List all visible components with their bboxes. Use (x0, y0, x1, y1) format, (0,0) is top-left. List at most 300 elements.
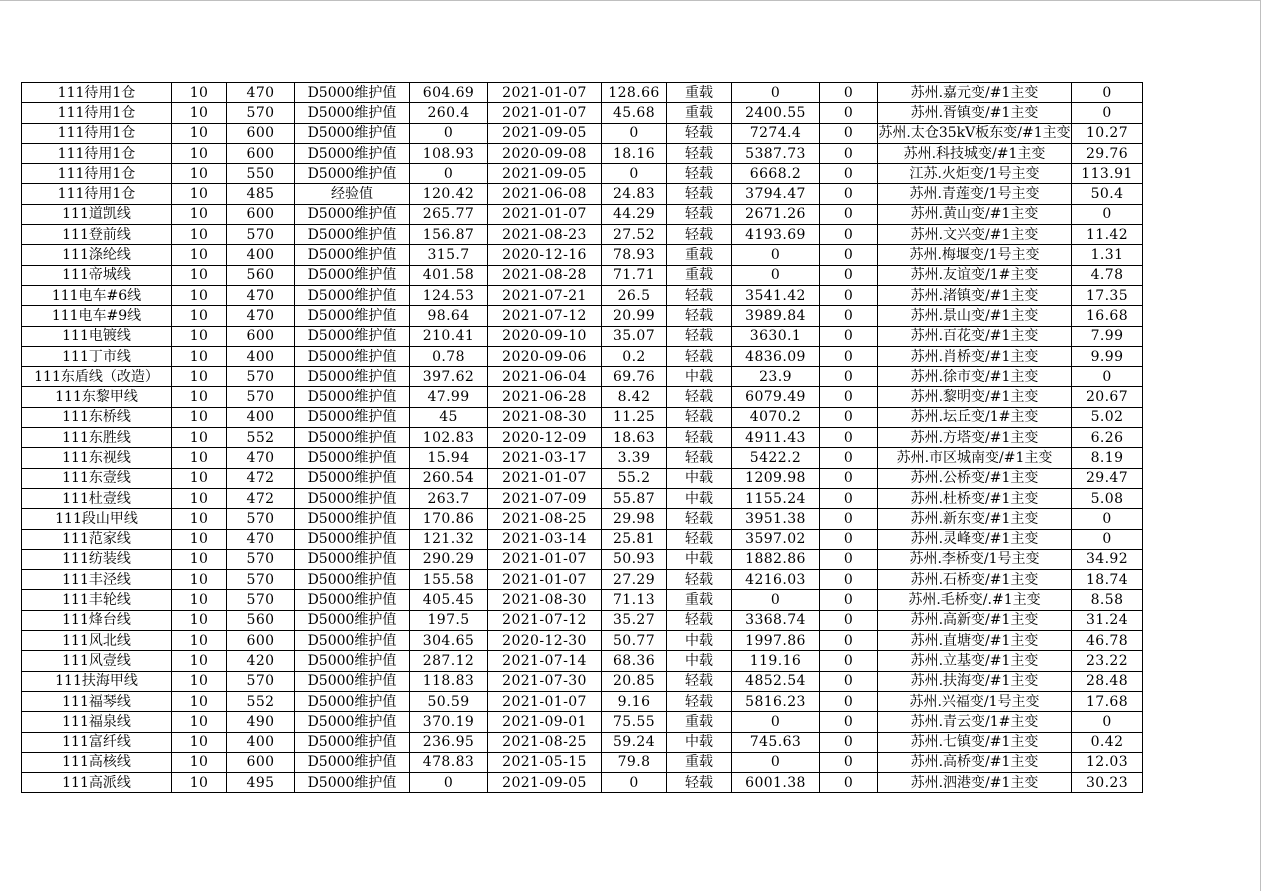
limit-cell: 472 (227, 468, 295, 488)
max-current-cell: 50.59 (410, 691, 488, 711)
voltage-cell: 10 (172, 712, 227, 732)
overload-count-cell: 0 (820, 488, 878, 508)
load-status-cell: 中载 (667, 651, 732, 671)
limit-cell: 560 (227, 265, 295, 285)
table-row (22, 346, 1143, 366)
overload-count-cell: 0 (820, 752, 878, 772)
limit-cell: 570 (227, 509, 295, 529)
load-status-cell: 轻载 (667, 285, 732, 305)
limit-source-cell: D5000维护值 (295, 428, 410, 448)
voltage-cell: 10 (172, 143, 227, 163)
load-rate-cell: 8.42 (602, 387, 667, 407)
max-current-cell: 118.83 (410, 671, 488, 691)
transformer-cell: 苏州.市区城南变/#1主变 (878, 448, 1072, 468)
transformer-cell: 苏州.公桥变/#1主变 (878, 468, 1072, 488)
table-row (22, 488, 1143, 508)
transformer-load-cell: 29.76 (1072, 143, 1143, 163)
max-current-cell: 0 (410, 773, 488, 793)
line-name-cell: 111丁市线 (22, 346, 172, 366)
transformer-load-cell: 0 (1072, 204, 1143, 224)
overload-count-cell: 0 (820, 265, 878, 285)
load-status-cell: 轻载 (667, 143, 732, 163)
date-cell: 2021-09-05 (488, 123, 602, 143)
date-cell: 2021-09-01 (488, 712, 602, 732)
remaining-capacity-cell: 4193.69 (732, 225, 820, 245)
overload-count-cell: 0 (820, 549, 878, 569)
remaining-capacity-cell: 0 (732, 83, 820, 103)
limit-cell: 570 (227, 367, 295, 387)
transformer-load-cell: 0 (1072, 529, 1143, 549)
voltage-cell: 10 (172, 285, 227, 305)
max-current-cell: 401.58 (410, 265, 488, 285)
date-cell: 2021-09-05 (488, 164, 602, 184)
transformer-cell: 苏州.百花变/#1主变 (878, 326, 1072, 346)
line-name-cell: 111待用1仓 (22, 164, 172, 184)
transformer-cell: 苏州.青云变/1#主变 (878, 712, 1072, 732)
max-current-cell: 290.29 (410, 549, 488, 569)
limit-source-cell: D5000维护值 (295, 387, 410, 407)
remaining-capacity-cell: 4852.54 (732, 671, 820, 691)
transformer-cell: 苏州.胥镇变/#1主变 (878, 103, 1072, 123)
load-rate-cell: 55.2 (602, 468, 667, 488)
table-row (22, 651, 1143, 671)
load-status-cell: 重载 (667, 83, 732, 103)
max-current-cell: 0 (410, 164, 488, 184)
date-cell: 2021-06-28 (488, 387, 602, 407)
limit-source-cell: D5000维护值 (295, 468, 410, 488)
voltage-cell: 10 (172, 570, 227, 590)
date-cell: 2021-01-07 (488, 468, 602, 488)
transformer-cell: 苏州.黎明变/#1主变 (878, 387, 1072, 407)
load-rate-cell: 0 (602, 123, 667, 143)
overload-count-cell: 0 (820, 123, 878, 143)
load-status-cell: 轻载 (667, 691, 732, 711)
load-status-cell: 中载 (667, 549, 732, 569)
max-current-cell: 108.93 (410, 143, 488, 163)
load-status-cell: 重载 (667, 712, 732, 732)
load-rate-cell: 0 (602, 164, 667, 184)
voltage-cell: 10 (172, 448, 227, 468)
transformer-cell: 苏州.泗港变/#1主变 (878, 773, 1072, 793)
limit-source-cell: D5000维护值 (295, 367, 410, 387)
voltage-cell: 10 (172, 265, 227, 285)
limit-cell: 470 (227, 83, 295, 103)
max-current-cell: 263.7 (410, 488, 488, 508)
transformer-cell: 苏州.太仓35kV板东变/#1主变 (878, 123, 1072, 143)
line-name-cell: 111待用1仓 (22, 143, 172, 163)
transformer-cell: 苏州.方塔变/#1主变 (878, 428, 1072, 448)
table-row (22, 123, 1143, 143)
table-row (22, 529, 1143, 549)
limit-cell: 570 (227, 590, 295, 610)
load-rate-cell: 68.36 (602, 651, 667, 671)
table-row (22, 103, 1143, 123)
overload-count-cell: 0 (820, 631, 878, 651)
date-cell: 2021-07-12 (488, 306, 602, 326)
limit-source-cell: D5000维护值 (295, 83, 410, 103)
line-name-cell: 111丰轮线 (22, 590, 172, 610)
transformer-load-cell: 17.35 (1072, 285, 1143, 305)
table-row (22, 732, 1143, 752)
table-row (22, 164, 1143, 184)
load-rate-cell: 71.71 (602, 265, 667, 285)
load-rate-cell: 9.16 (602, 691, 667, 711)
remaining-capacity-cell: 3630.1 (732, 326, 820, 346)
line-name-cell: 111待用1仓 (22, 184, 172, 204)
date-cell: 2021-09-05 (488, 773, 602, 793)
table-row (22, 225, 1143, 245)
load-rate-cell: 35.07 (602, 326, 667, 346)
limit-cell: 470 (227, 285, 295, 305)
table-row (22, 83, 1143, 103)
remaining-capacity-cell: 0 (732, 712, 820, 732)
voltage-cell: 10 (172, 590, 227, 610)
line-name-cell: 111福泉线 (22, 712, 172, 732)
voltage-cell: 10 (172, 610, 227, 630)
line-name-cell: 111帝城线 (22, 265, 172, 285)
voltage-cell: 10 (172, 123, 227, 143)
line-name-cell: 111高派线 (22, 773, 172, 793)
remaining-capacity-cell: 4070.2 (732, 407, 820, 427)
max-current-cell: 397.62 (410, 367, 488, 387)
table-row (22, 367, 1143, 387)
voltage-cell: 10 (172, 346, 227, 366)
line-name-cell: 111涤纶线 (22, 245, 172, 265)
limit-cell: 470 (227, 529, 295, 549)
overload-count-cell: 0 (820, 712, 878, 732)
table-row (22, 143, 1143, 163)
max-current-cell: 265.77 (410, 204, 488, 224)
max-current-cell: 236.95 (410, 732, 488, 752)
transformer-load-cell: 30.23 (1072, 773, 1143, 793)
transformer-load-cell: 4.78 (1072, 265, 1143, 285)
overload-count-cell: 0 (820, 204, 878, 224)
limit-source-cell: D5000维护值 (295, 123, 410, 143)
limit-source-cell: D5000维护值 (295, 671, 410, 691)
overload-count-cell: 0 (820, 245, 878, 265)
load-status-cell: 中载 (667, 468, 732, 488)
load-rate-cell: 128.66 (602, 83, 667, 103)
limit-cell: 600 (227, 631, 295, 651)
transformer-load-cell: 50.4 (1072, 184, 1143, 204)
limit-cell: 470 (227, 306, 295, 326)
load-rate-cell: 55.87 (602, 488, 667, 508)
overload-count-cell: 0 (820, 468, 878, 488)
table-row (22, 326, 1143, 346)
transformer-load-cell: 5.08 (1072, 488, 1143, 508)
limit-cell: 490 (227, 712, 295, 732)
load-rate-cell: 35.27 (602, 610, 667, 630)
voltage-cell: 10 (172, 326, 227, 346)
load-rate-cell: 11.25 (602, 407, 667, 427)
remaining-capacity-cell: 3794.47 (732, 184, 820, 204)
max-current-cell: 15.94 (410, 448, 488, 468)
remaining-capacity-cell: 1882.86 (732, 549, 820, 569)
overload-count-cell: 0 (820, 509, 878, 529)
limit-source-cell: D5000维护值 (295, 448, 410, 468)
voltage-cell: 10 (172, 488, 227, 508)
transformer-load-cell: 46.78 (1072, 631, 1143, 651)
max-current-cell: 260.54 (410, 468, 488, 488)
limit-cell: 420 (227, 651, 295, 671)
overload-count-cell: 0 (820, 164, 878, 184)
load-status-cell: 轻载 (667, 428, 732, 448)
date-cell: 2021-07-14 (488, 651, 602, 671)
date-cell: 2020-12-16 (488, 245, 602, 265)
table-row (22, 184, 1143, 204)
max-current-cell: 260.4 (410, 103, 488, 123)
table-row (22, 549, 1143, 569)
transformer-load-cell: 6.26 (1072, 428, 1143, 448)
overload-count-cell: 0 (820, 387, 878, 407)
line-name-cell: 111待用1仓 (22, 83, 172, 103)
load-rate-cell: 18.63 (602, 428, 667, 448)
limit-source-cell: D5000维护值 (295, 631, 410, 651)
limit-cell: 600 (227, 326, 295, 346)
date-cell: 2020-09-08 (488, 143, 602, 163)
max-current-cell: 121.32 (410, 529, 488, 549)
overload-count-cell: 0 (820, 570, 878, 590)
table-row (22, 712, 1143, 732)
load-status-cell: 轻载 (667, 671, 732, 691)
voltage-cell: 10 (172, 468, 227, 488)
voltage-cell: 10 (172, 671, 227, 691)
transformer-load-cell: 0 (1072, 367, 1143, 387)
load-rate-cell: 27.52 (602, 225, 667, 245)
date-cell: 2021-01-07 (488, 570, 602, 590)
limit-source-cell: D5000维护值 (295, 326, 410, 346)
limit-source-cell: 经验值 (295, 184, 410, 204)
transformer-load-cell: 7.99 (1072, 326, 1143, 346)
max-current-cell: 304.65 (410, 631, 488, 651)
transformer-cell: 苏州.梅堰变/1号主变 (878, 245, 1072, 265)
table-row (22, 691, 1143, 711)
transformer-cell: 苏州.石桥变/#1主变 (878, 570, 1072, 590)
date-cell: 2021-03-17 (488, 448, 602, 468)
max-current-cell: 478.83 (410, 752, 488, 772)
load-rate-cell: 0.2 (602, 346, 667, 366)
transformer-load-cell: 20.67 (1072, 387, 1143, 407)
line-name-cell: 111东胜线 (22, 428, 172, 448)
voltage-cell: 10 (172, 225, 227, 245)
load-rate-cell: 20.99 (602, 306, 667, 326)
max-current-cell: 370.19 (410, 712, 488, 732)
transformer-load-cell: 23.22 (1072, 651, 1143, 671)
max-current-cell: 170.86 (410, 509, 488, 529)
transformer-load-cell: 113.91 (1072, 164, 1143, 184)
load-status-cell: 重载 (667, 265, 732, 285)
limit-source-cell: D5000维护值 (295, 204, 410, 224)
limit-source-cell: D5000维护值 (295, 346, 410, 366)
voltage-cell: 10 (172, 306, 227, 326)
load-status-cell: 轻载 (667, 570, 732, 590)
date-cell: 2021-08-25 (488, 509, 602, 529)
transformer-cell: 苏州.肖桥变/#1主变 (878, 346, 1072, 366)
load-status-cell: 轻载 (667, 184, 732, 204)
transformer-cell: 苏州.李桥变/1号主变 (878, 549, 1072, 569)
limit-cell: 570 (227, 225, 295, 245)
line-name-cell: 111待用1仓 (22, 103, 172, 123)
transformer-cell: 江苏.火炬变/1号主变 (878, 164, 1072, 184)
voltage-cell: 10 (172, 387, 227, 407)
voltage-cell: 10 (172, 184, 227, 204)
date-cell: 2020-09-06 (488, 346, 602, 366)
max-current-cell: 120.42 (410, 184, 488, 204)
limit-source-cell: D5000维护值 (295, 590, 410, 610)
load-rate-cell: 25.81 (602, 529, 667, 549)
remaining-capacity-cell: 1209.98 (732, 468, 820, 488)
overload-count-cell: 0 (820, 448, 878, 468)
load-rate-cell: 27.29 (602, 570, 667, 590)
voltage-cell: 10 (172, 651, 227, 671)
max-current-cell: 210.41 (410, 326, 488, 346)
line-name-cell: 111东盾线（改造） (22, 367, 172, 387)
overload-count-cell: 0 (820, 285, 878, 305)
date-cell: 2021-07-21 (488, 285, 602, 305)
transformer-cell: 苏州.七镇变/#1主变 (878, 732, 1072, 752)
limit-source-cell: D5000维护值 (295, 245, 410, 265)
transformer-cell: 苏州.灵峰变/#1主变 (878, 529, 1072, 549)
max-current-cell: 156.87 (410, 225, 488, 245)
transformer-cell: 苏州.科技城变/#1主变 (878, 143, 1072, 163)
limit-source-cell: D5000维护值 (295, 549, 410, 569)
load-status-cell: 轻载 (667, 346, 732, 366)
load-rate-cell: 71.13 (602, 590, 667, 610)
voltage-cell: 10 (172, 428, 227, 448)
remaining-capacity-cell: 119.16 (732, 651, 820, 671)
table-row (22, 265, 1143, 285)
table-row (22, 306, 1143, 326)
limit-source-cell: D5000维护值 (295, 285, 410, 305)
overload-count-cell: 0 (820, 691, 878, 711)
line-name-cell: 111富纤线 (22, 732, 172, 752)
line-name-cell: 111待用1仓 (22, 123, 172, 143)
data-table (21, 82, 1143, 793)
load-status-cell: 轻载 (667, 529, 732, 549)
transformer-load-cell: 17.68 (1072, 691, 1143, 711)
date-cell: 2021-08-30 (488, 590, 602, 610)
limit-cell: 600 (227, 204, 295, 224)
remaining-capacity-cell: 6001.38 (732, 773, 820, 793)
limit-source-cell: D5000维护值 (295, 509, 410, 529)
voltage-cell: 10 (172, 245, 227, 265)
limit-cell: 495 (227, 773, 295, 793)
line-name-cell: 111道凯线 (22, 204, 172, 224)
line-name-cell: 111杜壹线 (22, 488, 172, 508)
limit-source-cell: D5000维护值 (295, 143, 410, 163)
load-status-cell: 轻载 (667, 225, 732, 245)
voltage-cell: 10 (172, 732, 227, 752)
table-row (22, 570, 1143, 590)
date-cell: 2021-07-30 (488, 671, 602, 691)
limit-cell: 560 (227, 610, 295, 630)
max-current-cell: 98.64 (410, 306, 488, 326)
overload-count-cell: 0 (820, 671, 878, 691)
load-rate-cell: 44.29 (602, 204, 667, 224)
transformer-load-cell: 0 (1072, 509, 1143, 529)
limit-source-cell: D5000维护值 (295, 691, 410, 711)
line-name-cell: 111烽台线 (22, 610, 172, 630)
transformer-cell: 苏州.文兴变/#1主变 (878, 225, 1072, 245)
voltage-cell: 10 (172, 164, 227, 184)
table-row (22, 773, 1143, 793)
voltage-cell: 10 (172, 752, 227, 772)
date-cell: 2021-05-15 (488, 752, 602, 772)
load-status-cell: 轻载 (667, 610, 732, 630)
transformer-cell: 苏州.兴福变/1号主变 (878, 691, 1072, 711)
load-status-cell: 中载 (667, 631, 732, 651)
transformer-load-cell: 1.31 (1072, 245, 1143, 265)
voltage-cell: 10 (172, 103, 227, 123)
load-rate-cell: 26.5 (602, 285, 667, 305)
max-current-cell: 155.58 (410, 570, 488, 590)
limit-source-cell: D5000维护值 (295, 306, 410, 326)
overload-count-cell: 0 (820, 306, 878, 326)
limit-cell: 570 (227, 103, 295, 123)
date-cell: 2021-08-30 (488, 407, 602, 427)
line-name-cell: 111电车#6线 (22, 285, 172, 305)
line-name-cell: 111东壹线 (22, 468, 172, 488)
limit-source-cell: D5000维护值 (295, 265, 410, 285)
load-status-cell: 轻载 (667, 387, 732, 407)
line-name-cell: 111电车#9线 (22, 306, 172, 326)
transformer-load-cell: 0.42 (1072, 732, 1143, 752)
overload-count-cell: 0 (820, 367, 878, 387)
transformer-cell: 苏州.徐市变/#1主变 (878, 367, 1072, 387)
overload-count-cell: 0 (820, 773, 878, 793)
transformer-load-cell: 28.48 (1072, 671, 1143, 691)
load-status-cell: 中载 (667, 488, 732, 508)
limit-cell: 600 (227, 143, 295, 163)
voltage-cell: 10 (172, 691, 227, 711)
table-row (22, 631, 1143, 651)
load-rate-cell: 50.93 (602, 549, 667, 569)
max-current-cell: 315.7 (410, 245, 488, 265)
remaining-capacity-cell: 4216.03 (732, 570, 820, 590)
remaining-capacity-cell: 3368.74 (732, 610, 820, 630)
load-status-cell: 轻载 (667, 123, 732, 143)
remaining-capacity-cell: 23.9 (732, 367, 820, 387)
transformer-load-cell: 16.68 (1072, 306, 1143, 326)
max-current-cell: 102.83 (410, 428, 488, 448)
transformer-cell: 苏州.毛桥变/.#1主变 (878, 590, 1072, 610)
transformer-cell: 苏州.黄山变/#1主变 (878, 204, 1072, 224)
max-current-cell: 45 (410, 407, 488, 427)
transformer-load-cell: 0 (1072, 103, 1143, 123)
voltage-cell: 10 (172, 529, 227, 549)
transformer-cell: 苏州.新东变/#1主变 (878, 509, 1072, 529)
voltage-cell: 10 (172, 509, 227, 529)
overload-count-cell: 0 (820, 184, 878, 204)
transformer-cell: 苏州.嘉元变/#1主变 (878, 83, 1072, 103)
remaining-capacity-cell: 1155.24 (732, 488, 820, 508)
remaining-capacity-cell: 0 (732, 752, 820, 772)
remaining-capacity-cell: 5816.23 (732, 691, 820, 711)
remaining-capacity-cell: 0 (732, 245, 820, 265)
overload-count-cell: 0 (820, 103, 878, 123)
line-name-cell: 111段山甲线 (22, 509, 172, 529)
remaining-capacity-cell: 6079.49 (732, 387, 820, 407)
limit-cell: 570 (227, 387, 295, 407)
limit-source-cell: D5000维护值 (295, 529, 410, 549)
load-status-cell: 中载 (667, 732, 732, 752)
date-cell: 2020-12-30 (488, 631, 602, 651)
table-row (22, 285, 1143, 305)
overload-count-cell: 0 (820, 143, 878, 163)
remaining-capacity-cell: 6668.2 (732, 164, 820, 184)
transformer-cell: 苏州.高新变/#1主变 (878, 610, 1072, 630)
date-cell: 2020-09-10 (488, 326, 602, 346)
